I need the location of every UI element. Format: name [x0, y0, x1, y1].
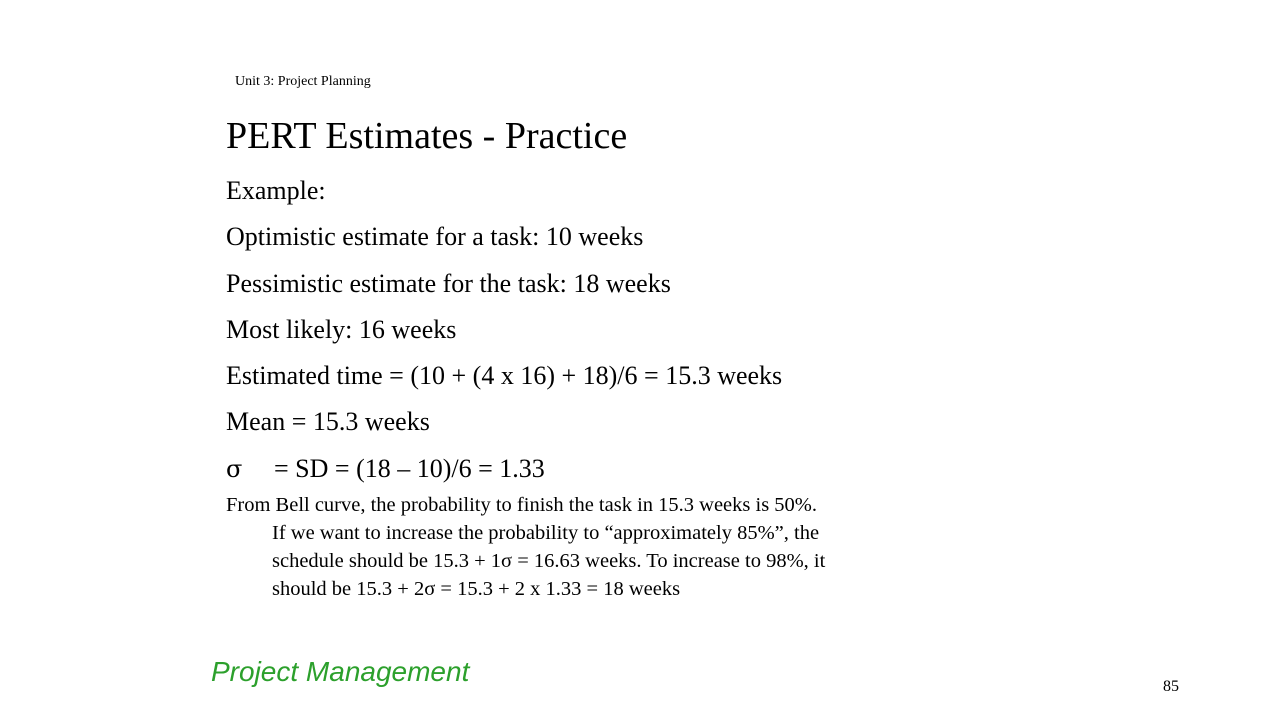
page-number: 85: [1163, 678, 1179, 695]
unit-header: Unit 3: Project Planning: [235, 74, 371, 89]
slide-body: [226, 168, 1126, 492]
sigma-symbol: σ: [226, 454, 243, 483]
bell-curve-note: [226, 491, 1016, 603]
mean-line: Mean = 15.3 weeks: [226, 407, 430, 437]
optimistic-estimate-line: Optimistic estimate for a task: 10 weeks: [226, 222, 644, 252]
note-continuation: [226, 519, 1016, 603]
slide-title: PERT Estimates - Practice: [226, 115, 628, 157]
note-line: schedule should be 15.3 + 1σ = 16.63 weeks. To increase to 98%, it: [272, 550, 826, 572]
estimated-time-line: Estimated time = (10 + (4 x 16) + 18)/6 = 15.3 weeks: [226, 361, 783, 391]
standard-deviation-line: [226, 446, 1126, 492]
standard-deviation-text: = SD = (18 – 10)/6 = 1.33: [274, 453, 545, 483]
note-first-line: From Bell curve, the probability to finish the task in 15.3 weeks is 50%.: [226, 494, 817, 516]
course-title: Project Management: [211, 656, 470, 687]
note-line: If we want to increase the probability to “approximately 85%”, the: [272, 522, 820, 544]
example-label: Example:: [226, 176, 326, 205]
pessimistic-estimate-line: Pessimistic estimate for the task: 18 weeks: [226, 268, 671, 298]
most-likely-line: Most likely: 16 weeks: [226, 314, 457, 344]
note-line: should be 15.3 + 2σ = 15.3 + 2 x 1.33 = 18 weeks: [272, 578, 681, 600]
